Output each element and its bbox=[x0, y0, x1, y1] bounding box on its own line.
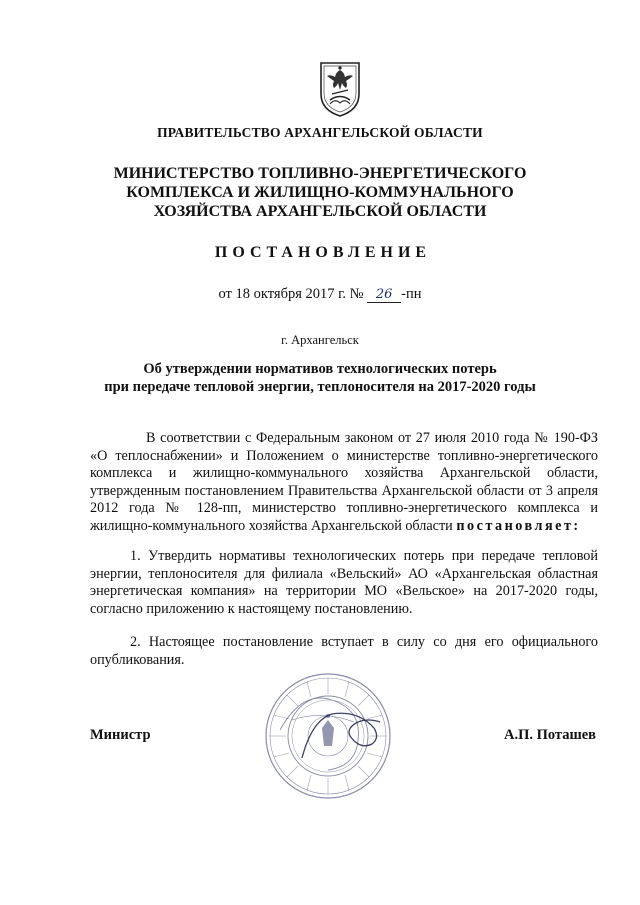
subject-line: при передаче тепловой энергии, теплоносителя на 2017-2020 годы bbox=[104, 379, 536, 395]
ministry-line: МИНИСТЕРСТВО ТОПЛИВНО-ЭНЕРГЕТИЧЕСКОГО bbox=[113, 165, 527, 182]
ministry-line: КОМПЛЕКСА И ЖИЛИЩНО-КОММУНАЛЬНОГО bbox=[126, 184, 514, 201]
date-line bbox=[0, 286, 640, 303]
city: г. Архангельск bbox=[281, 333, 359, 347]
resolves-word: постановляет: bbox=[456, 517, 581, 534]
document-type: ПОСТАНОВЛЕНИЕ bbox=[214, 244, 432, 261]
paragraph-preamble bbox=[90, 430, 598, 536]
ministry-line: ХОЗЯЙСТВА АРХАНГЕЛЬСКОЙ ОБЛАСТИ bbox=[153, 203, 487, 220]
document-subject bbox=[0, 360, 640, 396]
document-number-suffix: -пн bbox=[401, 286, 422, 302]
coat-of-arms-icon bbox=[318, 60, 362, 118]
paragraph-item-2: 2. Настоящее постановление вступает в силу со дня его официального опубликования. bbox=[90, 634, 598, 668]
preamble-text: В соответствии с Федеральным законом от 27 июля 2010 года № 190-ФЗ «О теплоснабжении» и Положением о министерстве топливно-энергетического комплекса и жилищно-коммунального хозяйства Архангельской области, утвержденным постановлением Правительства Архангельской области от 3 апреля 2012 года № 128-пп, министерство топливно-энергетического комплекса и жилищно-коммунального хозяйства Архангельской области bbox=[90, 430, 598, 534]
government-name: ПРАВИТЕЛЬСТВО АРХАНГЕЛЬСКОЙ ОБЛАСТИ bbox=[157, 125, 483, 140]
ministry-name bbox=[0, 164, 640, 221]
paragraph-item-1: 1. Утвердить нормативы технологических потерь при передаче тепловой энергии, теплоносителя для филиала «Вельский» АО «Архангельская областная энергетическая компания» на территории МО «Вельское» на 2017-2020 годы, согласно приложению к настоящему постановлению. bbox=[90, 548, 598, 617]
signatory-title: Министр bbox=[90, 727, 151, 743]
official-seal-icon bbox=[262, 670, 394, 802]
signatory-name: А.П. Поташев bbox=[503, 727, 596, 743]
document-number: 26 bbox=[367, 287, 401, 303]
subject-line: Об утверждении нормативов технологических потерь bbox=[143, 361, 497, 377]
document-date: от 18 октября 2017 г. № bbox=[218, 286, 364, 302]
